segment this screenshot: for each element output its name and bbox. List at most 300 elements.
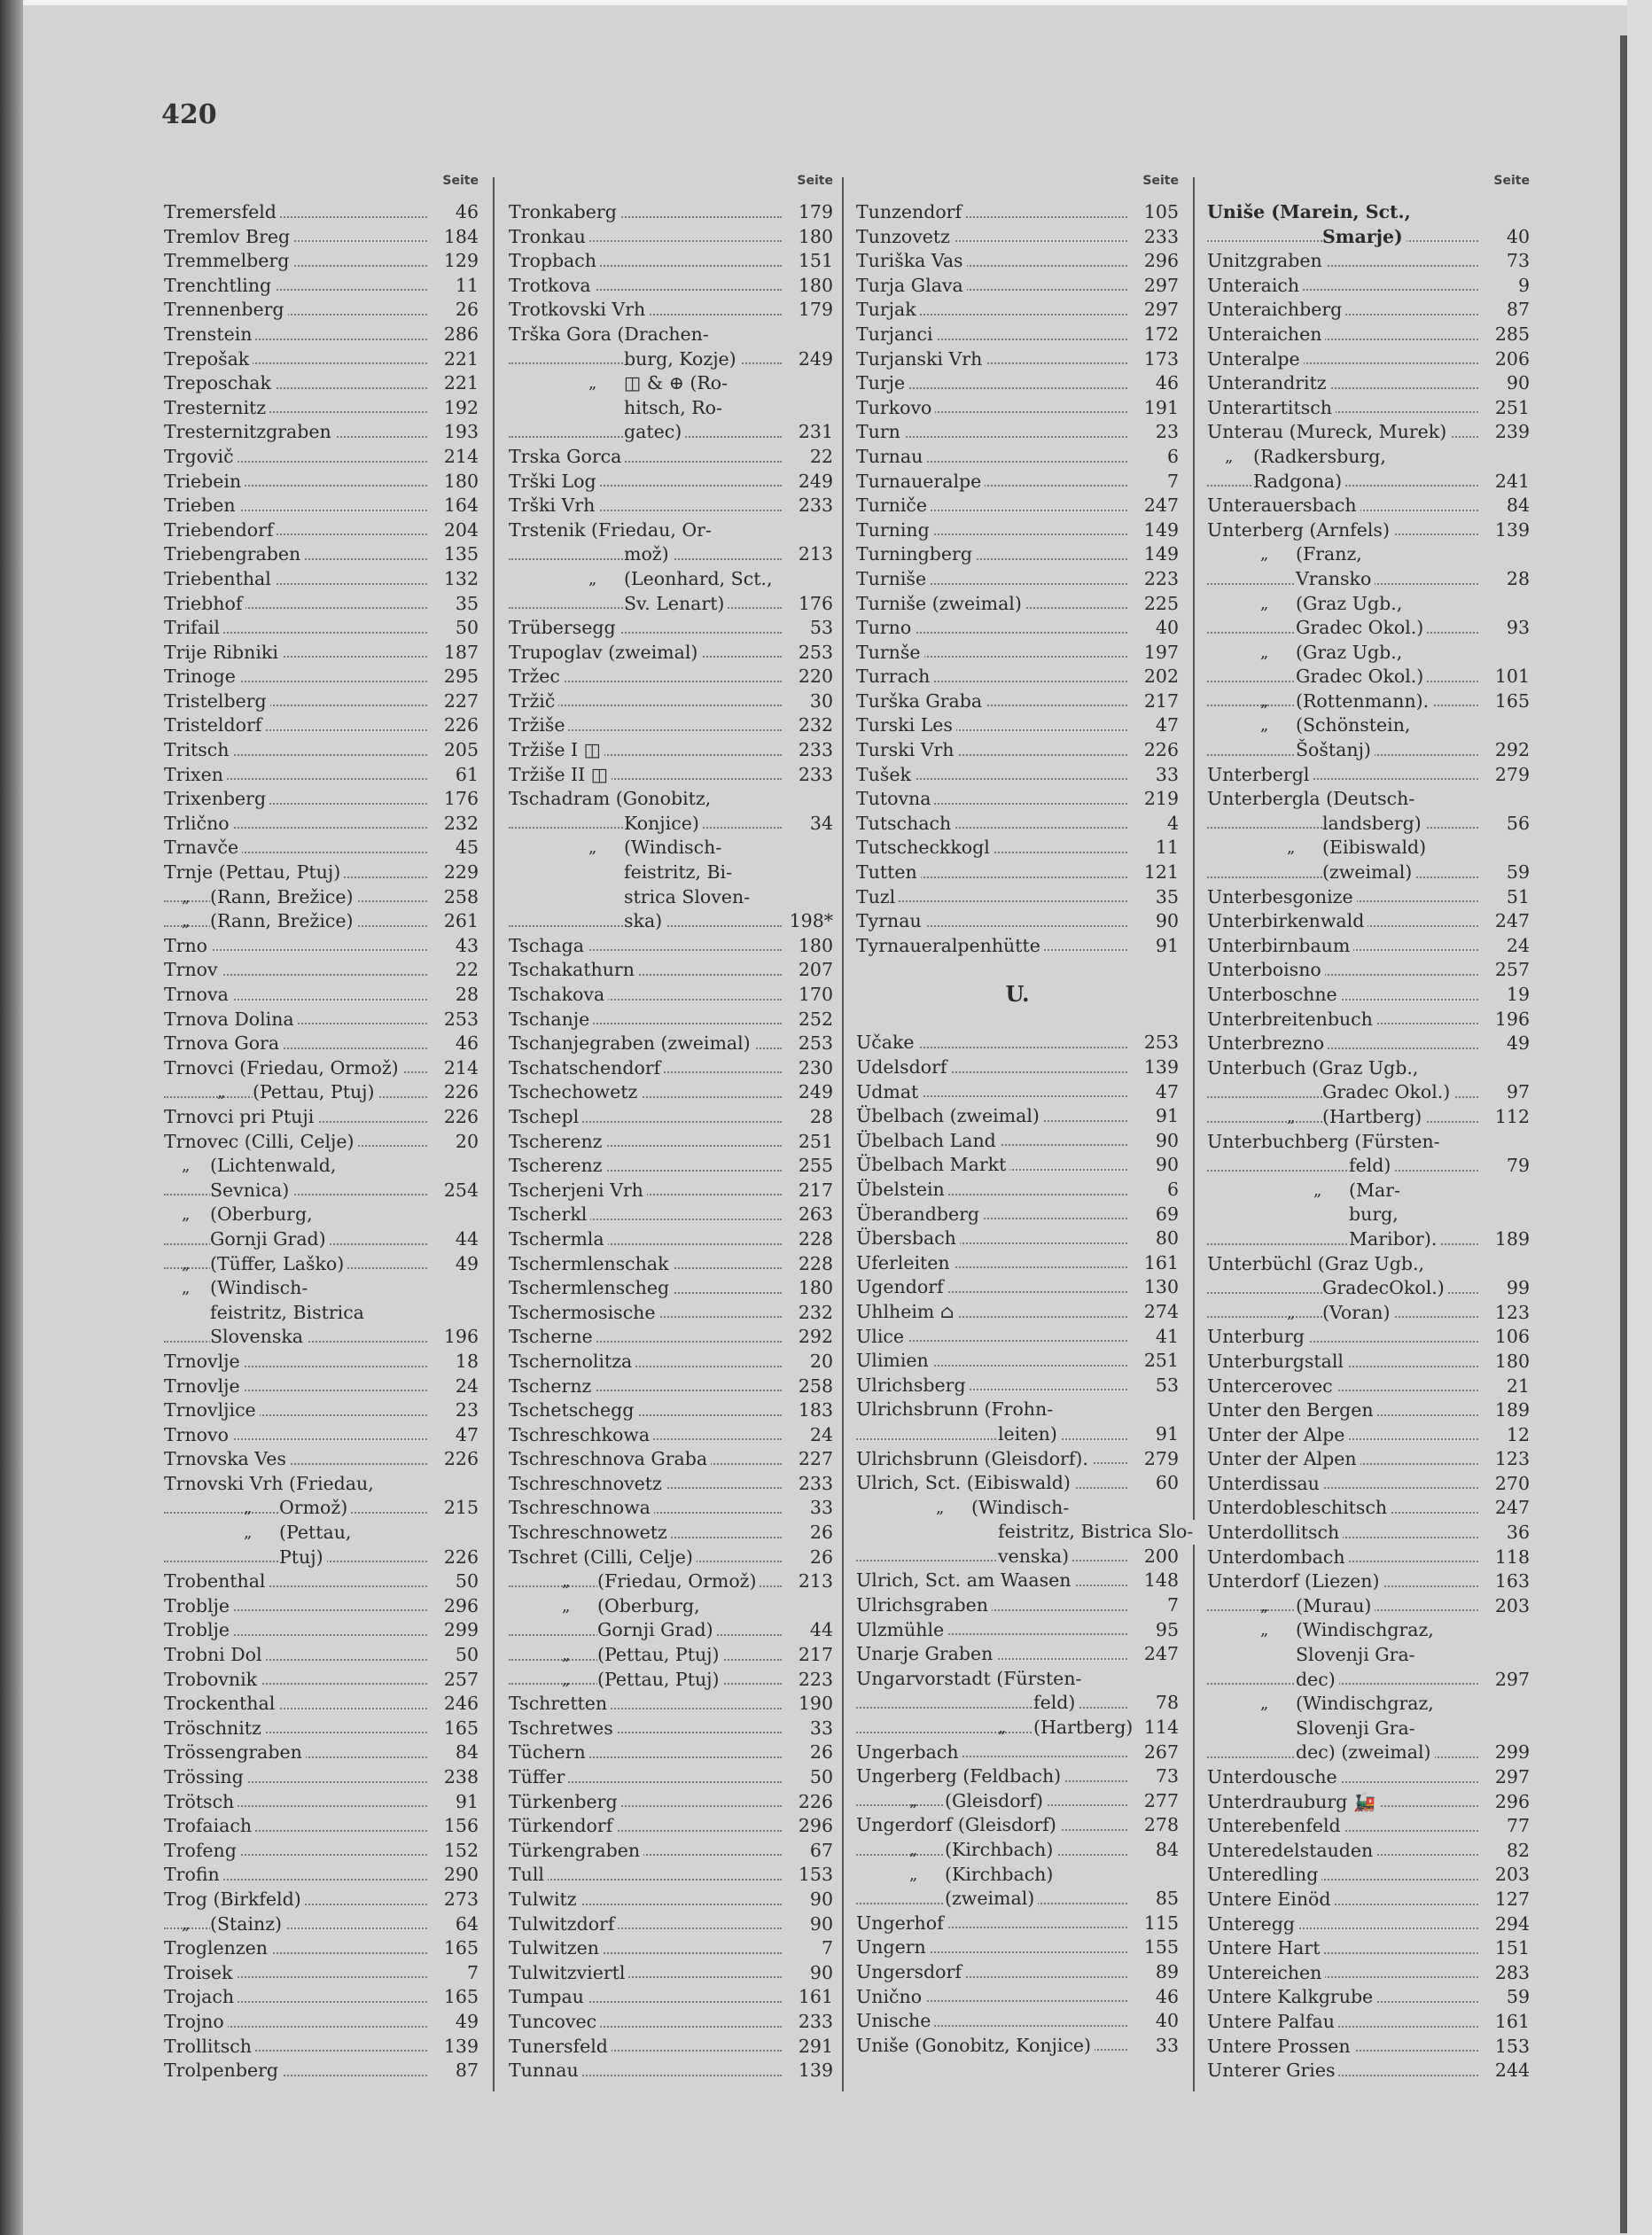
entry-page-number: 165 xyxy=(440,1717,479,1741)
entry-page-number: 139 xyxy=(1492,518,1530,543)
entry-name: Tschreschnowetz xyxy=(509,1521,671,1546)
entry-name: Überandberg xyxy=(856,1203,983,1227)
index-entry xyxy=(1207,1814,1530,1839)
index-entry xyxy=(856,1055,1179,1080)
ditto-mark: „ xyxy=(909,1841,918,1859)
index-entry xyxy=(164,1398,479,1423)
index-entry xyxy=(509,200,833,225)
entry-page-number: 22 xyxy=(807,445,833,470)
ditto-mark: „ xyxy=(182,912,191,931)
index-entry xyxy=(856,1912,1179,1936)
entry-page-number: 151 xyxy=(795,249,833,274)
index-entry xyxy=(164,689,479,714)
index-entry xyxy=(1207,1496,1530,1521)
entry-name: Unteralpe xyxy=(1207,347,1304,372)
ditto-mark: „ xyxy=(562,1572,571,1592)
entry-name: Ungarvorstadt (Fürsten- xyxy=(856,1667,1085,1692)
entry-name: Unterdrauburg 🚂 xyxy=(1207,1790,1379,1815)
entry-page-number: 44 xyxy=(807,1618,833,1643)
ditto-mark: „ xyxy=(1260,691,1269,711)
index-entry xyxy=(856,1593,1179,1618)
index-entry xyxy=(856,274,1179,299)
entry-name: Unter den Bergen xyxy=(1207,1398,1377,1423)
index-entry xyxy=(856,1471,1179,1496)
ditto-mark: „ xyxy=(217,1083,226,1102)
entry-name: Trnova Dolina xyxy=(164,1008,298,1032)
index-entry xyxy=(164,1668,479,1693)
index-entry xyxy=(164,1692,479,1717)
index-entry xyxy=(509,1472,833,1497)
entry-page-number: 106 xyxy=(1492,1325,1530,1350)
entry-name: Unterdombach xyxy=(1207,1546,1349,1570)
entry-page-number: 80 xyxy=(1152,1227,1179,1251)
entry-name: (Franz, xyxy=(1296,542,1366,567)
entry-name: ◫ & ⊕ (Ro- xyxy=(624,371,731,396)
entry-page-number: 47 xyxy=(1152,713,1179,738)
entry-name: Turkovo xyxy=(856,396,935,421)
entry-name: Gornji Grad) xyxy=(597,1618,717,1643)
index-subentry xyxy=(1207,1594,1530,1619)
index-entry xyxy=(164,665,479,689)
column-divider xyxy=(1193,177,1195,2091)
index-subentry xyxy=(1207,689,1530,714)
entry-page-number: 227 xyxy=(440,689,479,714)
ditto-mark: „ xyxy=(588,838,597,858)
entry-name: (Lichtenwald, xyxy=(210,1154,339,1179)
entry-page-number: 22 xyxy=(452,958,479,983)
index-entry xyxy=(856,2009,1179,2034)
index-subentry xyxy=(856,1887,1179,1912)
index-entry xyxy=(509,958,833,983)
section-heading: U. xyxy=(1005,981,1030,1008)
index-entry xyxy=(509,1985,833,2010)
entry-name: Ulrichsgraben xyxy=(856,1593,992,1618)
entry-name: Tscherenz xyxy=(509,1130,605,1155)
entry-name: Triebhof xyxy=(164,592,245,617)
entry-page-number: 253 xyxy=(1141,1031,1179,1055)
entry-name: Troblje xyxy=(164,1594,233,1619)
entry-page-number: 247 xyxy=(1141,1642,1179,1667)
index-entry xyxy=(1207,1374,1530,1399)
entry-page-number: 228 xyxy=(795,1252,833,1277)
index-entry xyxy=(164,1105,479,1130)
entry-name: Trnovlje xyxy=(164,1350,244,1374)
entry-page-number: 115 xyxy=(1141,1912,1179,1936)
entry-name: Unteredelstauden xyxy=(1207,1839,1376,1864)
entry-page-number: 50 xyxy=(452,616,479,641)
ditto-mark: „ xyxy=(1260,1596,1269,1616)
ditto-mark: „ xyxy=(1260,1694,1269,1714)
entry-name: Trobovnik xyxy=(164,1668,261,1693)
entry-name: (Windisch- xyxy=(210,1276,311,1301)
index-entry xyxy=(1207,1472,1530,1497)
entry-page-number: 97 xyxy=(1503,1080,1530,1105)
entry-page-number: 84 xyxy=(452,1740,479,1765)
entry-name: Untere Einöd xyxy=(1207,1888,1335,1912)
entry-page-number: 7 xyxy=(464,1961,479,1986)
entry-page-number: 246 xyxy=(440,1692,479,1717)
entry-page-number: 84 xyxy=(1503,494,1530,518)
index-subentry xyxy=(509,347,833,372)
entry-name: Ulrichsbrunn (Gleisdorf). xyxy=(856,1447,1092,1472)
entry-name: Tržiše II ◫ xyxy=(509,763,612,788)
index-entry xyxy=(509,1790,833,1815)
entry-page-number: 226 xyxy=(440,1080,479,1105)
ditto-mark: „ xyxy=(562,1646,571,1665)
entry-name: (zweimal) xyxy=(945,1887,1038,1912)
index-entry xyxy=(1207,1765,1530,1790)
index-entry xyxy=(164,2035,479,2060)
entry-name: Unterbuch (Graz Ugb., xyxy=(1207,1056,1422,1081)
index-entry xyxy=(856,2034,1179,2059)
entry-name: (Gleisdorf) xyxy=(945,1789,1047,1814)
index-entry xyxy=(1207,1130,1530,1155)
entry-page-number: 139 xyxy=(795,2059,833,2083)
index-entry xyxy=(509,1227,833,1252)
entry-name: Tušek xyxy=(856,763,915,788)
entry-page-number: 7 xyxy=(1164,1593,1179,1618)
entry-name: strica Sloven- xyxy=(624,885,753,910)
entry-page-number: 251 xyxy=(795,1130,833,1155)
entry-name: (Graz Ugb., xyxy=(1296,592,1406,617)
entry-page-number: 189 xyxy=(1492,1227,1530,1252)
entry-name: Turski Les xyxy=(856,713,956,738)
entry-name: Tscherenz xyxy=(509,1154,605,1179)
entry-page-number: 90 xyxy=(807,1888,833,1912)
index-entry xyxy=(1207,396,1530,421)
entry-name: Tremlov Breg xyxy=(164,225,293,250)
index-entry xyxy=(1207,1936,1530,1961)
entry-name: Turningberg xyxy=(856,542,976,567)
entry-name: Trnov xyxy=(164,958,222,983)
entry-name: Ulrichsberg xyxy=(856,1374,970,1398)
index-entry xyxy=(856,1642,1179,1667)
entry-page-number: 47 xyxy=(452,1423,479,1448)
index-entry xyxy=(856,1080,1179,1105)
index-entry xyxy=(509,1203,833,1227)
index-entry xyxy=(509,1765,833,1790)
ditto-mark: „ xyxy=(909,1865,918,1884)
index-entry xyxy=(856,567,1179,592)
entry-name: Tscherne xyxy=(509,1325,596,1350)
index-subentry xyxy=(509,1594,833,1619)
entry-name: Ungerbach xyxy=(856,1740,962,1765)
index-entry xyxy=(164,1569,479,1594)
entry-page-number: 179 xyxy=(795,200,833,225)
entry-page-number: 297 xyxy=(1141,298,1179,323)
index-entry xyxy=(1207,1839,1530,1864)
entry-name: Trupoglav (zweimal) xyxy=(509,641,701,666)
index-entry xyxy=(856,542,1179,567)
index-entry xyxy=(164,1740,479,1765)
entry-page-number: 26 xyxy=(807,1546,833,1570)
entry-name: (Kirchbach) xyxy=(945,1838,1056,1863)
entry-name: Tronkaberg xyxy=(509,200,620,225)
entry-page-number: 59 xyxy=(1503,1985,1530,2010)
entry-page-number: 44 xyxy=(452,1227,479,1252)
index-entry xyxy=(164,249,479,274)
entry-page-number: 12 xyxy=(1503,1423,1530,1448)
entry-name: Udelsdorf xyxy=(856,1055,950,1080)
index-entry xyxy=(509,1692,833,1717)
entry-name: Unterebenfeld xyxy=(1207,1814,1344,1839)
index-subentry xyxy=(1207,445,1530,470)
entry-name: Trotkova xyxy=(509,274,595,299)
entry-page-number: 35 xyxy=(1152,885,1179,910)
entry-page-number: 196 xyxy=(1492,1008,1530,1032)
entry-page-number: 89 xyxy=(1152,1960,1179,1985)
index-entry xyxy=(164,1814,479,1839)
entry-page-number: 217 xyxy=(795,1179,833,1203)
book-binding-shadow xyxy=(0,0,23,2235)
entry-name: Trobni Dol xyxy=(164,1643,266,1668)
entry-page-number: 101 xyxy=(1492,665,1530,689)
index-subentry xyxy=(856,1545,1179,1569)
ditto-mark: „ xyxy=(1287,1303,1296,1322)
entry-page-number: 56 xyxy=(1503,812,1530,837)
entry-name: (Stainz) xyxy=(210,1912,285,1937)
entry-name: (Pettau, Ptuj) xyxy=(597,1643,723,1668)
entry-page-number: 193 xyxy=(440,420,479,445)
entry-page-number: 214 xyxy=(440,1056,479,1081)
index-entry xyxy=(1207,1325,1530,1350)
entry-name: Trnavče xyxy=(164,836,242,861)
entry-page-number: 176 xyxy=(795,592,833,617)
index-subentry xyxy=(164,1276,479,1301)
entry-page-number: 4 xyxy=(1164,812,1179,837)
entry-name: Troblje xyxy=(164,1618,233,1643)
index-entry xyxy=(1207,371,1530,396)
index-entry xyxy=(1207,249,1530,274)
entry-page-number: 73 xyxy=(1503,249,1530,274)
entry-name: Tschreschkowa xyxy=(509,1423,653,1448)
entry-name: (Mar- xyxy=(1349,1179,1404,1203)
ditto-mark: „ xyxy=(182,1156,191,1176)
entry-page-number: 26 xyxy=(807,1740,833,1765)
index-entry xyxy=(509,641,833,666)
entry-name: Tronkau xyxy=(509,225,589,250)
ditto-mark: „ xyxy=(244,1523,253,1543)
index-entry xyxy=(1207,934,1530,959)
entry-name: Trije Ribniki xyxy=(164,641,282,666)
entry-name: Ungerdorf (Gleisdorf) xyxy=(856,1813,1060,1838)
entry-page-number: 91 xyxy=(452,1790,479,1815)
entry-page-number: 82 xyxy=(1503,1839,1530,1864)
entry-page-number: 296 xyxy=(1492,1790,1530,1815)
entry-page-number: 180 xyxy=(440,470,479,495)
entry-page-number: 50 xyxy=(807,1765,833,1790)
index-entry xyxy=(164,1008,479,1032)
index-entry xyxy=(1207,1863,1530,1888)
index-subentry xyxy=(1207,1740,1530,1765)
entry-page-number: 165 xyxy=(1492,689,1530,714)
entry-page-number: 60 xyxy=(1152,1471,1179,1496)
entry-page-number: 180 xyxy=(795,1276,833,1301)
entry-name: Tüchern xyxy=(509,1740,589,1765)
entry-page-number: 24 xyxy=(452,1374,479,1399)
entry-page-number: 296 xyxy=(440,1594,479,1619)
index-entry xyxy=(509,1056,833,1081)
index-entry xyxy=(1207,1985,1530,2010)
entry-name: Ungerhof xyxy=(856,1912,947,1936)
dot-leader xyxy=(856,1560,1127,1561)
entry-page-number: 263 xyxy=(795,1203,833,1227)
ditto-mark: „ xyxy=(588,569,597,588)
index-subentry xyxy=(1207,665,1530,689)
entry-page-number: 173 xyxy=(1141,347,1179,372)
index-entry xyxy=(1207,1790,1530,1815)
entry-page-number: 67 xyxy=(807,1839,833,1864)
index-entry xyxy=(856,1764,1179,1789)
entry-name: Tunnau xyxy=(509,2059,582,2083)
entry-name: Trofaiach xyxy=(164,1814,255,1839)
entry-name: Tschatschendorf xyxy=(509,1056,664,1081)
index-entry xyxy=(856,298,1179,323)
index-subentry xyxy=(1207,1668,1530,1693)
entry-name: Trinoge xyxy=(164,665,239,689)
entry-page-number: 292 xyxy=(1492,738,1530,763)
index-entries xyxy=(164,200,479,2083)
entry-name: Türkendorf xyxy=(509,1814,616,1839)
entry-name: feistritz, Bistrica xyxy=(210,1301,368,1326)
entry-page-number: 164 xyxy=(440,494,479,518)
index-entry xyxy=(1207,200,1530,225)
index-entry xyxy=(856,1251,1179,1276)
index-subentry xyxy=(1207,1179,1530,1203)
entry-name: Ulzmühle xyxy=(856,1618,947,1643)
index-entry xyxy=(164,420,479,445)
index-entry xyxy=(1207,1008,1530,1032)
entry-name: Türkengraben xyxy=(509,1839,643,1864)
index-subentry xyxy=(164,885,479,910)
index-subentry xyxy=(1207,1301,1530,1326)
index-entry xyxy=(856,1398,1179,1422)
entry-page-number: 151 xyxy=(1492,1936,1530,1961)
entry-page-number: 132 xyxy=(440,567,479,592)
entry-name: Tschreschnovetz xyxy=(509,1472,666,1497)
entry-page-number: 228 xyxy=(795,1227,833,1252)
entry-page-number: 121 xyxy=(1141,861,1179,885)
entry-name: Tschanje xyxy=(509,1008,593,1032)
entry-name: Tulwitz xyxy=(509,1888,581,1912)
entry-page-number: 294 xyxy=(1492,1912,1530,1937)
entry-name: Trska Gorca xyxy=(509,445,625,470)
entry-name: Tržiše I ◫ xyxy=(509,738,604,763)
index-subentry xyxy=(509,567,833,592)
index-entry xyxy=(1207,958,1530,983)
column-header-seite: Seite xyxy=(1142,174,1179,188)
entry-name: Unterbüchl (Graz Ugb., xyxy=(1207,1252,1428,1277)
entry-name: (Oberburg, xyxy=(210,1203,316,1227)
entry-name: Unarje Graben xyxy=(856,1642,996,1667)
entry-name: feld) xyxy=(1033,1691,1079,1716)
entry-page-number: 179 xyxy=(795,298,833,323)
entry-page-number: 155 xyxy=(1141,1935,1179,1960)
ditto-mark: „ xyxy=(182,1914,191,1934)
index-entry xyxy=(509,1740,833,1765)
index-entry xyxy=(856,420,1179,445)
entry-name: Tunzovetz xyxy=(856,225,954,250)
index-entry xyxy=(164,1423,479,1448)
entry-page-number: 87 xyxy=(452,2059,479,2083)
index-entry xyxy=(164,494,479,518)
index-entry xyxy=(164,812,479,837)
index-entry xyxy=(164,1130,479,1155)
entry-name: leiten) xyxy=(998,1422,1061,1447)
entry-page-number: 232 xyxy=(440,812,479,837)
entry-name: Trübersegg xyxy=(509,616,620,641)
index-subentry xyxy=(509,909,833,934)
dot-leader xyxy=(856,1707,1127,1709)
index-entry xyxy=(856,713,1179,738)
entry-name: Trnovska Ves xyxy=(164,1447,290,1472)
entry-page-number: 51 xyxy=(1503,885,1530,910)
entry-name: Turno xyxy=(856,616,915,641)
entry-name: Ptuj) xyxy=(279,1546,327,1570)
entry-page-number: 257 xyxy=(440,1668,479,1693)
index-entry xyxy=(509,1936,833,1961)
entry-name: Übersbach xyxy=(856,1227,960,1251)
dot-leader xyxy=(1207,1170,1478,1172)
entry-page-number: 45 xyxy=(452,836,479,861)
index-entry xyxy=(856,1447,1179,1472)
entry-name: Trotkovski Vrh xyxy=(509,298,649,323)
index-subentry xyxy=(856,1789,1179,1814)
index-entry xyxy=(509,616,833,641)
entry-page-number: 233 xyxy=(795,1472,833,1497)
entry-page-number: 239 xyxy=(1492,420,1530,445)
entry-name: (Kirchbach) xyxy=(945,1863,1056,1888)
entry-name: Unterboschne xyxy=(1207,983,1341,1008)
index-subentry xyxy=(164,1179,479,1203)
index-entry xyxy=(509,1912,833,1937)
entry-page-number: 77 xyxy=(1503,1814,1530,1839)
index-entry xyxy=(164,1961,479,1986)
entry-page-number: 149 xyxy=(1141,518,1179,543)
index-entry xyxy=(509,494,833,518)
entry-name: Trnovljice xyxy=(164,1398,260,1423)
entry-page-number: 214 xyxy=(440,445,479,470)
index-entry xyxy=(1207,274,1530,299)
entry-name: (Rann, Brežice) xyxy=(210,909,357,934)
index-entry xyxy=(1207,298,1530,323)
entry-name: (Windischgraz, xyxy=(1296,1618,1438,1643)
entry-name: Tschaga xyxy=(509,934,588,959)
entry-page-number: 257 xyxy=(1492,958,1530,983)
entry-name: Übelbach Markt xyxy=(856,1153,1009,1178)
index-entry xyxy=(509,1350,833,1374)
entry-name: Unterer Gries xyxy=(1207,2059,1338,2083)
entry-page-number: 152 xyxy=(440,1839,479,1864)
entry-name: dec) xyxy=(1296,1668,1339,1693)
entry-page-number: 198* xyxy=(786,909,833,934)
entry-name: Turniše xyxy=(856,567,930,592)
entry-name: Unterbergl xyxy=(1207,763,1313,788)
index-subentry xyxy=(1207,1154,1530,1179)
index-entry xyxy=(1207,763,1530,788)
index-entry xyxy=(509,225,833,250)
index-subentry xyxy=(164,1080,479,1105)
index-subentry xyxy=(1207,470,1530,495)
ditto-mark: „ xyxy=(588,374,597,393)
entry-page-number: 217 xyxy=(1141,689,1179,714)
index-subentry xyxy=(1207,1643,1530,1668)
index-entry xyxy=(164,934,479,959)
entry-page-number: 197 xyxy=(1141,641,1179,666)
entry-name: (Pettau, Ptuj) xyxy=(253,1080,378,1105)
entry-name: Tutschach xyxy=(856,812,955,837)
entry-name: Tröschnitz xyxy=(164,1717,265,1741)
